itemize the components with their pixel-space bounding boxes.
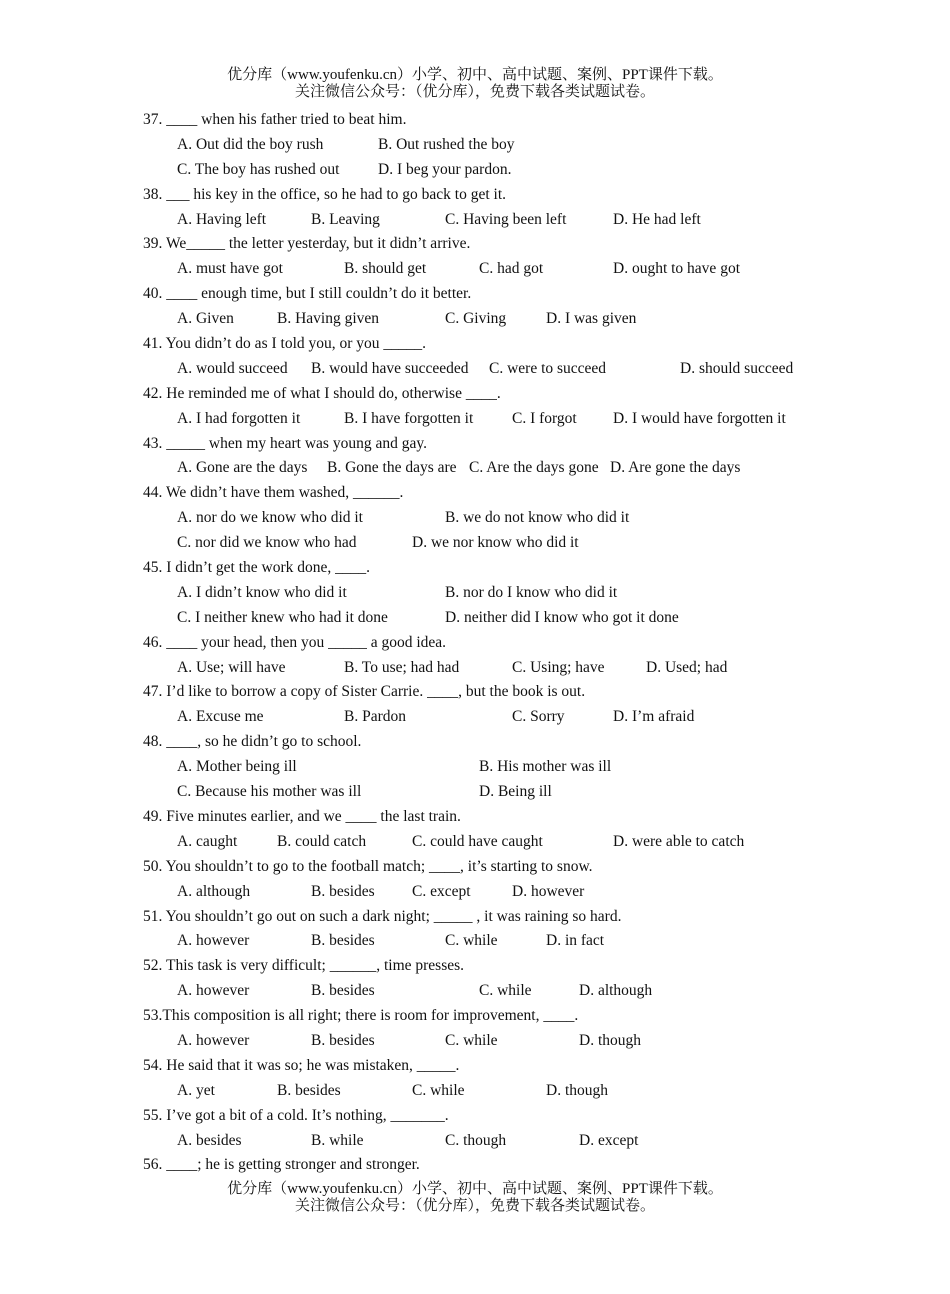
option-row	[143, 506, 843, 531]
question-stem: 42. He reminded me of what I should do, otherwise ____.	[143, 384, 501, 402]
answer-option: A. although	[177, 882, 251, 900]
question-item	[143, 954, 843, 1004]
question-item	[143, 481, 843, 556]
answer-option: A. however	[177, 982, 250, 1000]
answer-option: C. The boy has rushed out	[177, 160, 340, 178]
answer-option: A. Mother being ill	[177, 758, 297, 776]
question-item	[143, 730, 843, 805]
answer-option: B. Gone the days are	[327, 459, 457, 477]
answer-option: D. should succeed	[680, 359, 794, 377]
option-row	[143, 208, 843, 233]
answer-option: A. however	[177, 932, 250, 950]
option-row	[143, 880, 843, 905]
answer-option: B. would have succeeded	[311, 359, 469, 377]
answer-option: C. Having been left	[445, 210, 567, 228]
answer-option: A. I didn’t know who did it	[177, 583, 347, 601]
answer-option: D. though	[546, 1081, 608, 1099]
option-row	[143, 1029, 843, 1054]
answer-option: D. in fact	[546, 932, 605, 950]
answer-option: D. except	[579, 1131, 639, 1149]
answer-option: A. I had forgotten it	[177, 409, 301, 427]
option-row	[143, 656, 843, 681]
answer-option: B. besides	[311, 882, 375, 900]
question-stem: 50. You shouldn’t to go to the football match; ____, it’s starting to snow.	[143, 857, 593, 875]
answer-option: A. Having left	[177, 210, 267, 228]
question-item	[143, 183, 843, 233]
question-item	[143, 680, 843, 730]
answer-option: C. while	[412, 1081, 465, 1099]
option-row	[143, 755, 843, 780]
answer-option: C. while	[479, 982, 532, 1000]
question-stem: 40. ____ enough time, but I still couldn’t do it better.	[143, 285, 472, 303]
footer-line-1: 优分库（www.youfenku.cn）小学、初中、高中试题、案例、PPT课件下载。	[227, 1181, 723, 1197]
answer-option: C. while	[445, 1031, 498, 1049]
option-row	[143, 979, 843, 1004]
question-stem: 53.This composition is all right; there is room for improvement, ____.	[143, 1007, 579, 1025]
question-stem: 44. We didn’t have them washed, ______.	[143, 484, 404, 502]
page-footer	[0, 1181, 950, 1215]
question-item	[143, 1054, 843, 1104]
option-row	[143, 1079, 843, 1104]
question-stem: 47. I’d like to borrow a copy of Sister Carrie. ____, but the book is out.	[143, 683, 586, 701]
option-row	[143, 929, 843, 954]
option-row	[143, 257, 843, 282]
question-item	[143, 282, 843, 332]
answer-option: B. Having given	[277, 310, 380, 328]
question-stem: 48. ____, so he didn’t go to school.	[143, 733, 362, 751]
answer-option: C. Sorry	[512, 708, 565, 726]
answer-option: C. Using; have	[512, 658, 605, 676]
answer-option: C. Because his mother was ill	[177, 783, 362, 801]
answer-option: D. though	[579, 1031, 641, 1049]
answer-option: B. while	[311, 1131, 364, 1149]
answer-option: B. besides	[311, 1031, 375, 1049]
option-row	[143, 307, 843, 332]
question-stem: 54. He said that it was so; he was mistaken, _____.	[143, 1056, 460, 1074]
option-row	[143, 456, 843, 481]
answer-option: B. we do not know who did it	[445, 509, 630, 527]
option-row	[143, 830, 843, 855]
answer-option: C. could have caught	[412, 832, 543, 850]
option-row	[143, 407, 843, 432]
header-line-2: 关注微信公众号：（优分库），免费下载各类试题试卷。	[294, 84, 655, 100]
answer-option: A. must have got	[177, 260, 283, 278]
answer-option: A. Excuse me	[177, 708, 264, 726]
question-stem: 37. ____ when his father tried to beat him.	[143, 111, 407, 128]
option-row	[143, 780, 843, 805]
answer-option: C. except	[412, 882, 471, 900]
answer-option: A. Use; will have	[177, 658, 286, 676]
answer-option: D. Being ill	[479, 783, 552, 801]
answer-option: A. yet	[177, 1081, 215, 1099]
question-item	[143, 631, 843, 681]
option-row	[143, 1129, 843, 1154]
answer-option: D. we nor know who did it	[412, 534, 579, 552]
question-stem: 55. I’ve got a bit of a cold. It’s nothing, _______.	[143, 1106, 449, 1124]
answer-option: B. besides	[277, 1081, 341, 1099]
question-item	[143, 1104, 843, 1154]
question-item	[143, 382, 843, 432]
question-item	[143, 556, 843, 631]
answer-option: A. Gone are the days	[177, 459, 308, 477]
question-list	[143, 108, 843, 1178]
answer-option: C. I forgot	[512, 409, 577, 427]
answer-option: D. I beg your pardon.	[378, 160, 512, 178]
option-row	[143, 357, 843, 382]
answer-option: C. had got	[479, 260, 544, 278]
answer-option: C. Are the days gone	[469, 459, 599, 477]
answer-option: B. His mother was ill	[479, 758, 612, 776]
answer-option: C. were to succeed	[489, 359, 607, 377]
footer-line-2: 关注微信公众号：（优分库），免费下载各类试题试卷。	[294, 1198, 655, 1214]
answer-option: C. Giving	[445, 310, 507, 328]
answer-option: A. caught	[177, 832, 238, 850]
question-stem: 39. We_____ the letter yesterday, but it didn’t arrive.	[143, 235, 471, 253]
answer-option: D. were able to catch	[613, 832, 745, 850]
answer-option: C. nor did we know who had	[177, 534, 357, 552]
option-row	[143, 606, 843, 631]
option-row	[143, 158, 843, 183]
question-stem: 41. You didn’t do as I told you, or you _____.	[143, 335, 427, 353]
page-header	[0, 67, 950, 101]
option-row	[143, 705, 843, 730]
answer-option: B. Pardon	[344, 708, 406, 726]
question-stem: 52. This task is very difficult; ______, time presses.	[143, 957, 465, 975]
answer-option: D. although	[579, 982, 653, 1000]
question-stem: 46. ____ your head, then you _____ a good idea.	[143, 633, 447, 651]
answer-option: B. nor do I know who did it	[445, 583, 618, 601]
question-item	[143, 332, 843, 382]
question-item	[143, 805, 843, 855]
answer-option: B. I have forgotten it	[344, 409, 474, 427]
question-stem: 51. You shouldn’t go out on such a dark night; _____ , it was raining so hard.	[143, 907, 622, 925]
question-stem: 38. ___ his key in the office, so he had to go back to get it.	[143, 185, 507, 203]
answer-option: B. Out rushed the boy	[378, 135, 515, 153]
answer-option: A. would succeed	[177, 359, 288, 377]
answer-option: A. Given	[177, 310, 234, 328]
question-stem: 45. I didn’t get the work done, ____.	[143, 559, 371, 577]
question-item	[143, 432, 843, 482]
answer-option: D. Used; had	[646, 658, 728, 676]
answer-option: B. To use; had had	[344, 658, 460, 676]
option-row	[143, 133, 843, 158]
answer-option: A. nor do we know who did it	[177, 509, 363, 527]
answer-option: D. however	[512, 882, 585, 900]
question-item	[143, 232, 843, 282]
answer-option: C. I neither knew who had it done	[177, 608, 388, 626]
answer-option: A. Out did the boy rush	[177, 135, 324, 153]
answer-option: B. besides	[311, 982, 375, 1000]
header-line-1: 优分库（www.youfenku.cn）小学、初中、高中试题、案例、PPT课件下载。	[227, 67, 723, 83]
question-stem: 43. _____ when my heart was young and gay.	[143, 434, 427, 452]
question-item	[143, 905, 843, 955]
option-row	[143, 581, 843, 606]
question-item	[143, 855, 843, 905]
option-row	[143, 531, 843, 556]
answer-option: A. besides	[177, 1131, 242, 1149]
answer-option: D. Are gone the days	[610, 459, 741, 477]
answer-option: B. could catch	[277, 832, 367, 850]
question-item	[143, 1004, 843, 1054]
answer-option: C. though	[445, 1131, 507, 1149]
answer-option: D. I was given	[546, 310, 637, 328]
answer-option: B. should get	[344, 260, 427, 278]
answer-option: A. however	[177, 1031, 250, 1049]
question-item	[143, 108, 843, 183]
question-item	[143, 1153, 843, 1178]
answer-option: D. ought to have got	[613, 260, 740, 278]
answer-option: D. I would have forgotten it	[613, 409, 786, 427]
answer-option: D. I’m afraid	[613, 708, 695, 726]
answer-option: D. neither did I know who got it done	[445, 608, 679, 626]
answer-option: C. while	[445, 932, 498, 950]
answer-option: B. besides	[311, 932, 375, 950]
answer-option: B. Leaving	[311, 210, 380, 228]
answer-option: D. He had left	[613, 210, 701, 228]
question-stem: 49. Five minutes earlier, and we ____ the last train.	[143, 807, 461, 825]
question-stem: 56. ____; he is getting stronger and stronger.	[143, 1156, 420, 1174]
